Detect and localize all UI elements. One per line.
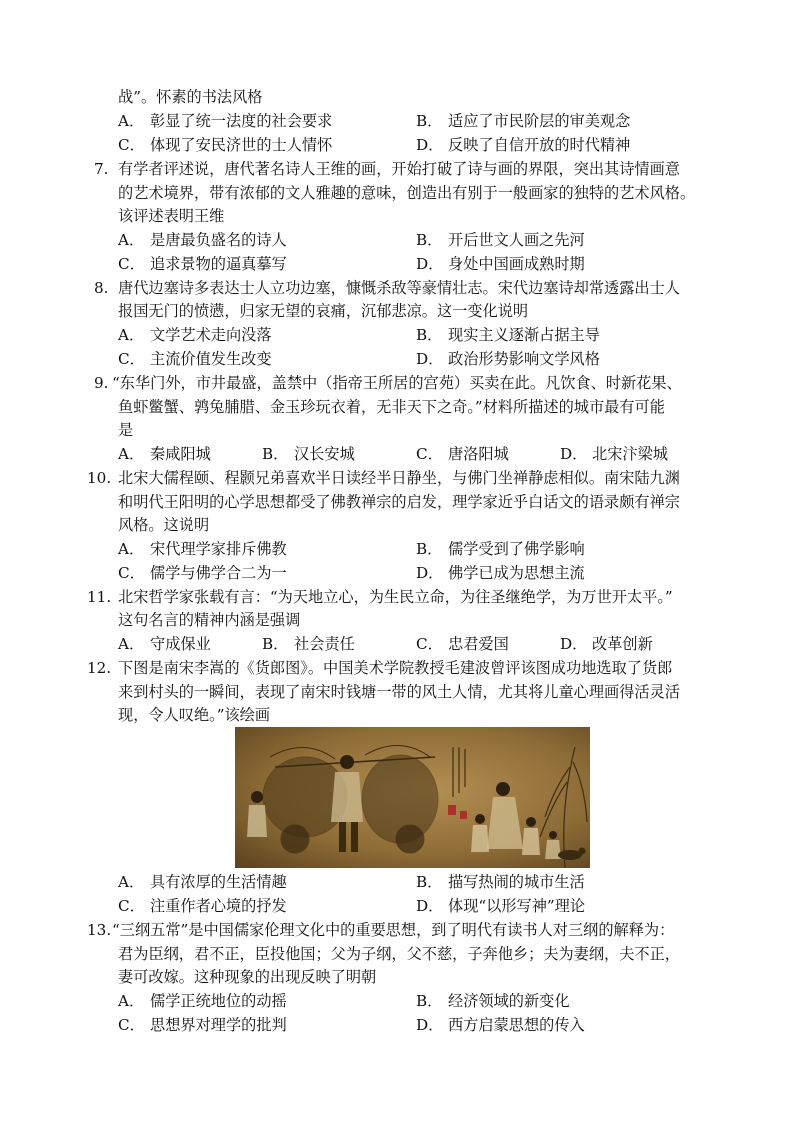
q12-option-a[interactable]: [118, 872, 287, 892]
option-text: 描写热闹的城市生活: [448, 873, 585, 891]
option-label: C．: [118, 897, 145, 915]
option-label: A．: [118, 873, 145, 891]
option-label: D．: [560, 445, 588, 463]
q8-stem-line-1: 唐代边塞诗多表达士人立功边塞，慷慨杀敌等豪情壮志。宋代边塞诗却常透露出士人: [118, 279, 680, 297]
option-text: 儒学正统地位的动摇: [150, 992, 287, 1010]
option-text: 适应了市民阶层的审美观念: [448, 112, 631, 130]
option-label: D．: [416, 897, 444, 915]
option-label: A．: [118, 231, 145, 249]
huolang-painting-image: [235, 727, 590, 868]
option-text: 身处中国画成熟时期: [448, 255, 585, 273]
option-text: 经济领域的新变化: [448, 992, 570, 1010]
q7-option-a[interactable]: [118, 230, 287, 250]
option-text: 守成保业: [150, 635, 211, 653]
option-text: 体现了安民济世的士人情怀: [150, 136, 333, 154]
q8-option-a[interactable]: [118, 325, 272, 345]
option-label: A．: [118, 112, 145, 130]
option-label: A．: [118, 635, 145, 653]
q13-number: 13.: [87, 921, 112, 939]
option-text: 体现“以形写神”理论: [448, 897, 586, 915]
option-label: D．: [416, 564, 444, 582]
option-text: 文学艺术走向没落: [150, 326, 272, 344]
option-text: 政治形势影响文学风格: [448, 350, 600, 368]
option-label: B．: [416, 112, 443, 130]
option-label: C．: [118, 1016, 145, 1034]
option-label: D．: [416, 350, 444, 368]
option-text: 忠君爱国: [448, 635, 509, 653]
q13-stem-line-1: “三纲五常”是中国儒家伦理文化中的重要思想，到了明代有读书人对三纲的解释为：: [112, 921, 675, 939]
q13-stem-line-3: 妻可改嫁。这种现象的出现反映了明朝: [118, 968, 377, 986]
option-text: 具有浓厚的生活情趣: [150, 873, 287, 891]
option-label: D．: [416, 255, 444, 273]
option-label: A．: [118, 445, 145, 463]
q11-option-a[interactable]: [118, 634, 211, 654]
option-label: B．: [416, 540, 443, 558]
q12-stem-line-3: 现，令人叹绝。”该绘画: [118, 706, 271, 724]
q11-number: 11.: [87, 588, 112, 606]
q13-option-a[interactable]: [118, 991, 287, 1011]
option-label: A．: [118, 326, 145, 344]
option-text: 追求景物的逼真摹写: [150, 255, 287, 273]
q9-option-d[interactable]: [560, 444, 668, 464]
q11-stem-line-1: 北宋哲学家张载有言：“为天地立心，为生民立命，为往圣继绝学，为万世开太平。”: [118, 588, 673, 606]
option-label: C．: [416, 445, 443, 463]
option-text: 宋代理学家排斥佛教: [150, 540, 287, 558]
q6-option-c[interactable]: [118, 135, 332, 155]
option-label: A．: [118, 540, 145, 558]
q13-option-b[interactable]: [416, 991, 570, 1011]
q11-option-b[interactable]: [262, 634, 355, 654]
q10-stem-line-1: 北宋大儒程颐、程颢兄弟喜欢半日读经半日静坐，与佛门坐禅静虑相似。南宋陆九渊: [118, 469, 680, 487]
option-text: 主流价值发生改变: [150, 350, 272, 368]
option-label: C．: [118, 255, 145, 273]
q12-option-c[interactable]: [118, 896, 287, 916]
option-label: B．: [416, 992, 443, 1010]
q12-stem-line-1: 下图是南宋李嵩的《货郎图》。中国美术学院教授毛建波曾评该图成功地选取了货郎: [118, 659, 673, 677]
q9-option-c[interactable]: [416, 444, 509, 464]
option-text: 秦咸阳城: [150, 445, 211, 463]
option-text: 北宋汴梁城: [592, 445, 668, 463]
q8-number: 8.: [94, 279, 109, 297]
option-label: B．: [416, 231, 443, 249]
q6-option-a[interactable]: [118, 111, 332, 131]
q9-option-b[interactable]: [262, 444, 355, 464]
option-label: B．: [262, 445, 289, 463]
option-text: 反映了自信开放的时代精神: [448, 136, 631, 154]
option-label: D．: [416, 1016, 444, 1034]
q9-stem-line-2: 鱼虾鳖蟹、鹑兔脯腊、金玉珍玩衣着，无非天下之奇。”材料所描述的城市最有可能: [118, 398, 665, 416]
option-text: 是唐最负盛名的诗人: [150, 231, 287, 249]
option-label: D．: [560, 635, 588, 653]
q11-option-c[interactable]: [416, 634, 509, 654]
q10-stem-line-3: 风格。这说明: [118, 516, 210, 534]
option-text: 彰显了统一法度的社会要求: [150, 112, 333, 130]
q13-stem-line-2: 君为臣纲，君不正，臣投他国；父为子纲，父不慈，子奔他乡；夫为妻纲，夫不正，: [118, 945, 680, 963]
q10-option-a[interactable]: [118, 539, 287, 559]
option-label: D．: [416, 136, 444, 154]
q8-option-c[interactable]: [118, 349, 272, 369]
q8-stem-line-2: 报国无门的愤懑，归家无望的哀痛，沉郁悲凉。这一变化说明: [118, 302, 529, 320]
option-label: B．: [416, 873, 443, 891]
q8-option-d[interactable]: [416, 349, 600, 369]
option-label: C．: [416, 635, 443, 653]
q10-option-b[interactable]: [416, 539, 585, 559]
option-text: 佛学已成为思想主流: [448, 564, 585, 582]
option-text: 改革创新: [592, 635, 653, 653]
q9-stem-line-3: 是: [118, 421, 134, 439]
option-label: C．: [118, 136, 145, 154]
q9-stem-line-1: “东华门外，市井最盛，盖禁中（指帝王所居的宫苑）买卖在此。凡饮食、时新花果、: [112, 374, 682, 392]
option-text: 儒学与佛学合二为一: [150, 564, 287, 582]
q10-option-d[interactable]: [416, 563, 585, 583]
q6-stem-continuation: 战”。怀素的书法风格: [118, 88, 263, 106]
option-text: 注重作者心境的抒发: [150, 897, 287, 915]
option-text: 现实主义逐渐占据主导: [448, 326, 600, 344]
q10-number: 10.: [87, 469, 112, 487]
option-label: C．: [118, 564, 145, 582]
q13-option-c[interactable]: [118, 1015, 287, 1035]
option-text: 西方启蒙思想的传入: [448, 1016, 585, 1034]
option-label: C．: [118, 350, 145, 368]
q8-option-b[interactable]: [416, 325, 600, 345]
q12-option-d[interactable]: [416, 896, 585, 916]
option-text: 儒学受到了佛学影响: [448, 540, 585, 558]
q11-stem-line-2: 这句名言的精神内涵是强调: [118, 611, 301, 629]
q12-option-b[interactable]: [416, 872, 585, 892]
q12-number: 12.: [87, 659, 112, 677]
q7-option-c[interactable]: [118, 254, 287, 274]
q6-option-d[interactable]: [416, 135, 630, 155]
option-text: 开后世文人画之先河: [448, 231, 585, 249]
option-label: A．: [118, 992, 145, 1010]
option-label: B．: [416, 326, 443, 344]
q7-number: 7.: [94, 160, 109, 178]
q6-option-b[interactable]: [416, 111, 630, 131]
q10-option-c[interactable]: [118, 563, 287, 583]
q13-option-d[interactable]: [416, 1015, 585, 1035]
option-label: B．: [262, 635, 289, 653]
option-text: 唐洛阳城: [448, 445, 509, 463]
option-text: 思想界对理学的批判: [150, 1016, 287, 1034]
painting-svg: [235, 727, 590, 868]
q7-option-d[interactable]: [416, 254, 585, 274]
q11-option-d[interactable]: [560, 634, 653, 654]
option-text: 社会责任: [294, 635, 355, 653]
q7-stem-line-2: 的艺术境界，带有浓郁的文人雅趣的意味，创造出有别于一般画家的独特的艺术风格。: [118, 184, 696, 202]
option-text: 汉长安城: [294, 445, 355, 463]
q9-number: 9.: [94, 374, 109, 392]
q7-option-b[interactable]: [416, 230, 585, 250]
q10-stem-line-2: 和明代王阳明的心学思想都受了佛教禅宗的启发，理学家近乎白话文的语录颇有禅宗: [118, 493, 680, 511]
q7-stem-line-3: 该评述表明王维: [118, 207, 225, 225]
q7-stem-line-1: 有学者评述说，唐代著名诗人王维的画，开始打破了诗与画的界限，突出其诗情画意: [118, 160, 680, 178]
q12-stem-line-2: 来到村头的一瞬间，表现了南宋时钱塘一带的风土人情，尤其将儿童心理画得活灵活: [118, 683, 680, 701]
q9-option-a[interactable]: [118, 444, 211, 464]
